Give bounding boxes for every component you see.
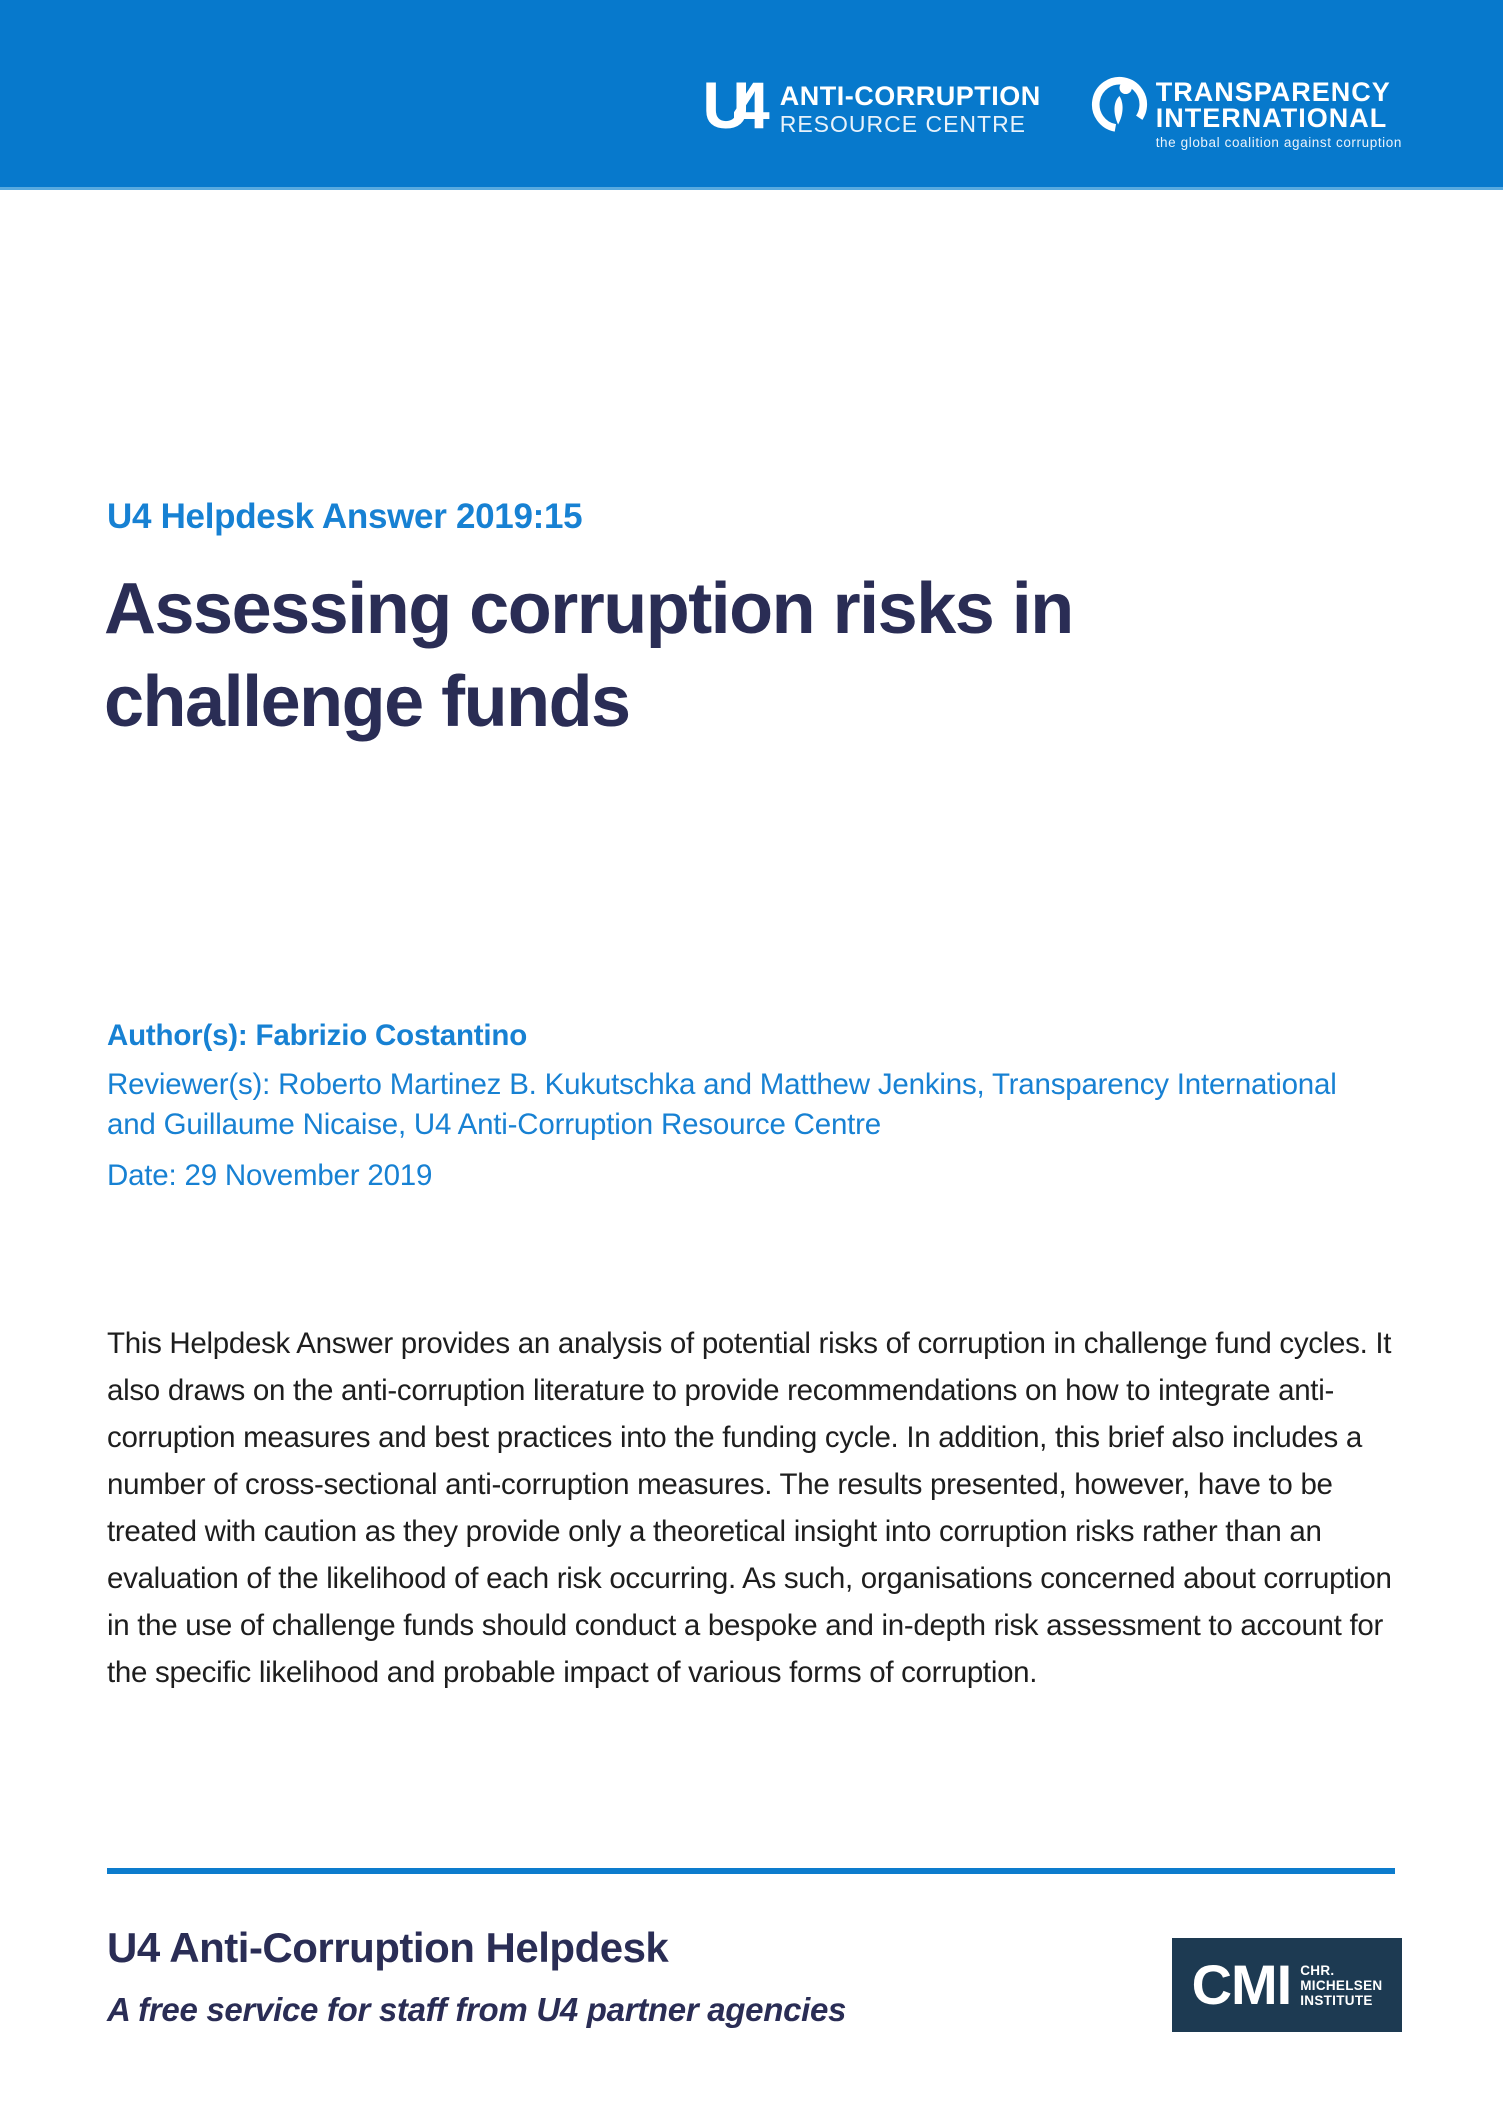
cmi-logo-name-line2: MICHELSEN	[1300, 1977, 1383, 1993]
header-band	[0, 0, 1503, 190]
ti-logo-text	[1156, 74, 1402, 150]
footer-tagline: A free service for staff from U4 partner agencies	[107, 1991, 847, 2028]
reviewer-line2: and Guillaume Nicaise, U4 Anti-Corruption Resource Centre	[107, 1108, 881, 1141]
document-series-kicker: U4 Helpdesk Answer 2019:15	[107, 497, 583, 536]
header-logos	[702, 68, 1402, 150]
footer-heading: U4 Anti-Corruption Helpdesk	[107, 1924, 669, 1971]
u4-logo-subname: RESOURCE CENTRE	[779, 111, 1027, 137]
ti-logo-name-line1: TRANSPARENCY	[1155, 77, 1391, 107]
ti-logo-name-line2: INTERNATIONAL	[1155, 103, 1388, 133]
cmi-logo-name-line1: CHR.	[1300, 1962, 1335, 1978]
abstract-paragraph: This Helpdesk Answer provides an analysis of potential risks of corruption in challenge fund cycles. It also draws on the anti-corruption literature to provide recommendations on how to integrate anti-corruption measures and best practices into the funding cycle. In addition, this brief also includes a number of cross-sectional anti-corruption measures. The results presented, however, have to be treated with caution as they provide only a theoretical insight into corruption risks rather than an evaluation of the likelihood of each risk occurring. As such, organisations concerned about corruption in the use of challenge funds should conduct a bespoke and in-depth risk assessment to account for the specific likelihood and probable impact of various forms of corruption.	[107, 1327, 1392, 1689]
u4-anti-corruption-logo	[702, 68, 1041, 142]
cmi-logo	[1172, 1938, 1402, 2032]
page-title	[104, 563, 1073, 749]
author-line: Author(s): Fabrizio Costantino	[107, 1019, 528, 1052]
date-line: Date: 29 November 2019	[107, 1159, 433, 1192]
u4-logo-text	[780, 74, 1041, 136]
reviewer-lines	[107, 1065, 1337, 1145]
footer-divider	[107, 1868, 1395, 1874]
page-title-line1: Assessing corruption risks in	[104, 569, 1073, 649]
reviewer-line1: Reviewer(s): Roberto Martinez B. Kukutschka and Matthew Jenkins, Transparency International	[107, 1068, 1337, 1101]
cmi-logo-acronym: CMI	[1191, 1953, 1292, 2016]
transparency-international-logo	[1091, 74, 1402, 150]
u4-logo-mark-icon: U4	[702, 68, 753, 142]
page-title-line2: challenge funds	[104, 662, 630, 742]
ti-globe-icon	[1091, 76, 1148, 133]
byline-block	[107, 1016, 1337, 1196]
cmi-logo-name-line3: INSTITUTE	[1300, 1992, 1373, 2008]
ti-logo-tagline: the global coalition against corruption	[1155, 135, 1402, 150]
cmi-logo-name	[1300, 1963, 1382, 2008]
u4-logo-name: ANTI-CORRUPTION	[779, 81, 1041, 111]
